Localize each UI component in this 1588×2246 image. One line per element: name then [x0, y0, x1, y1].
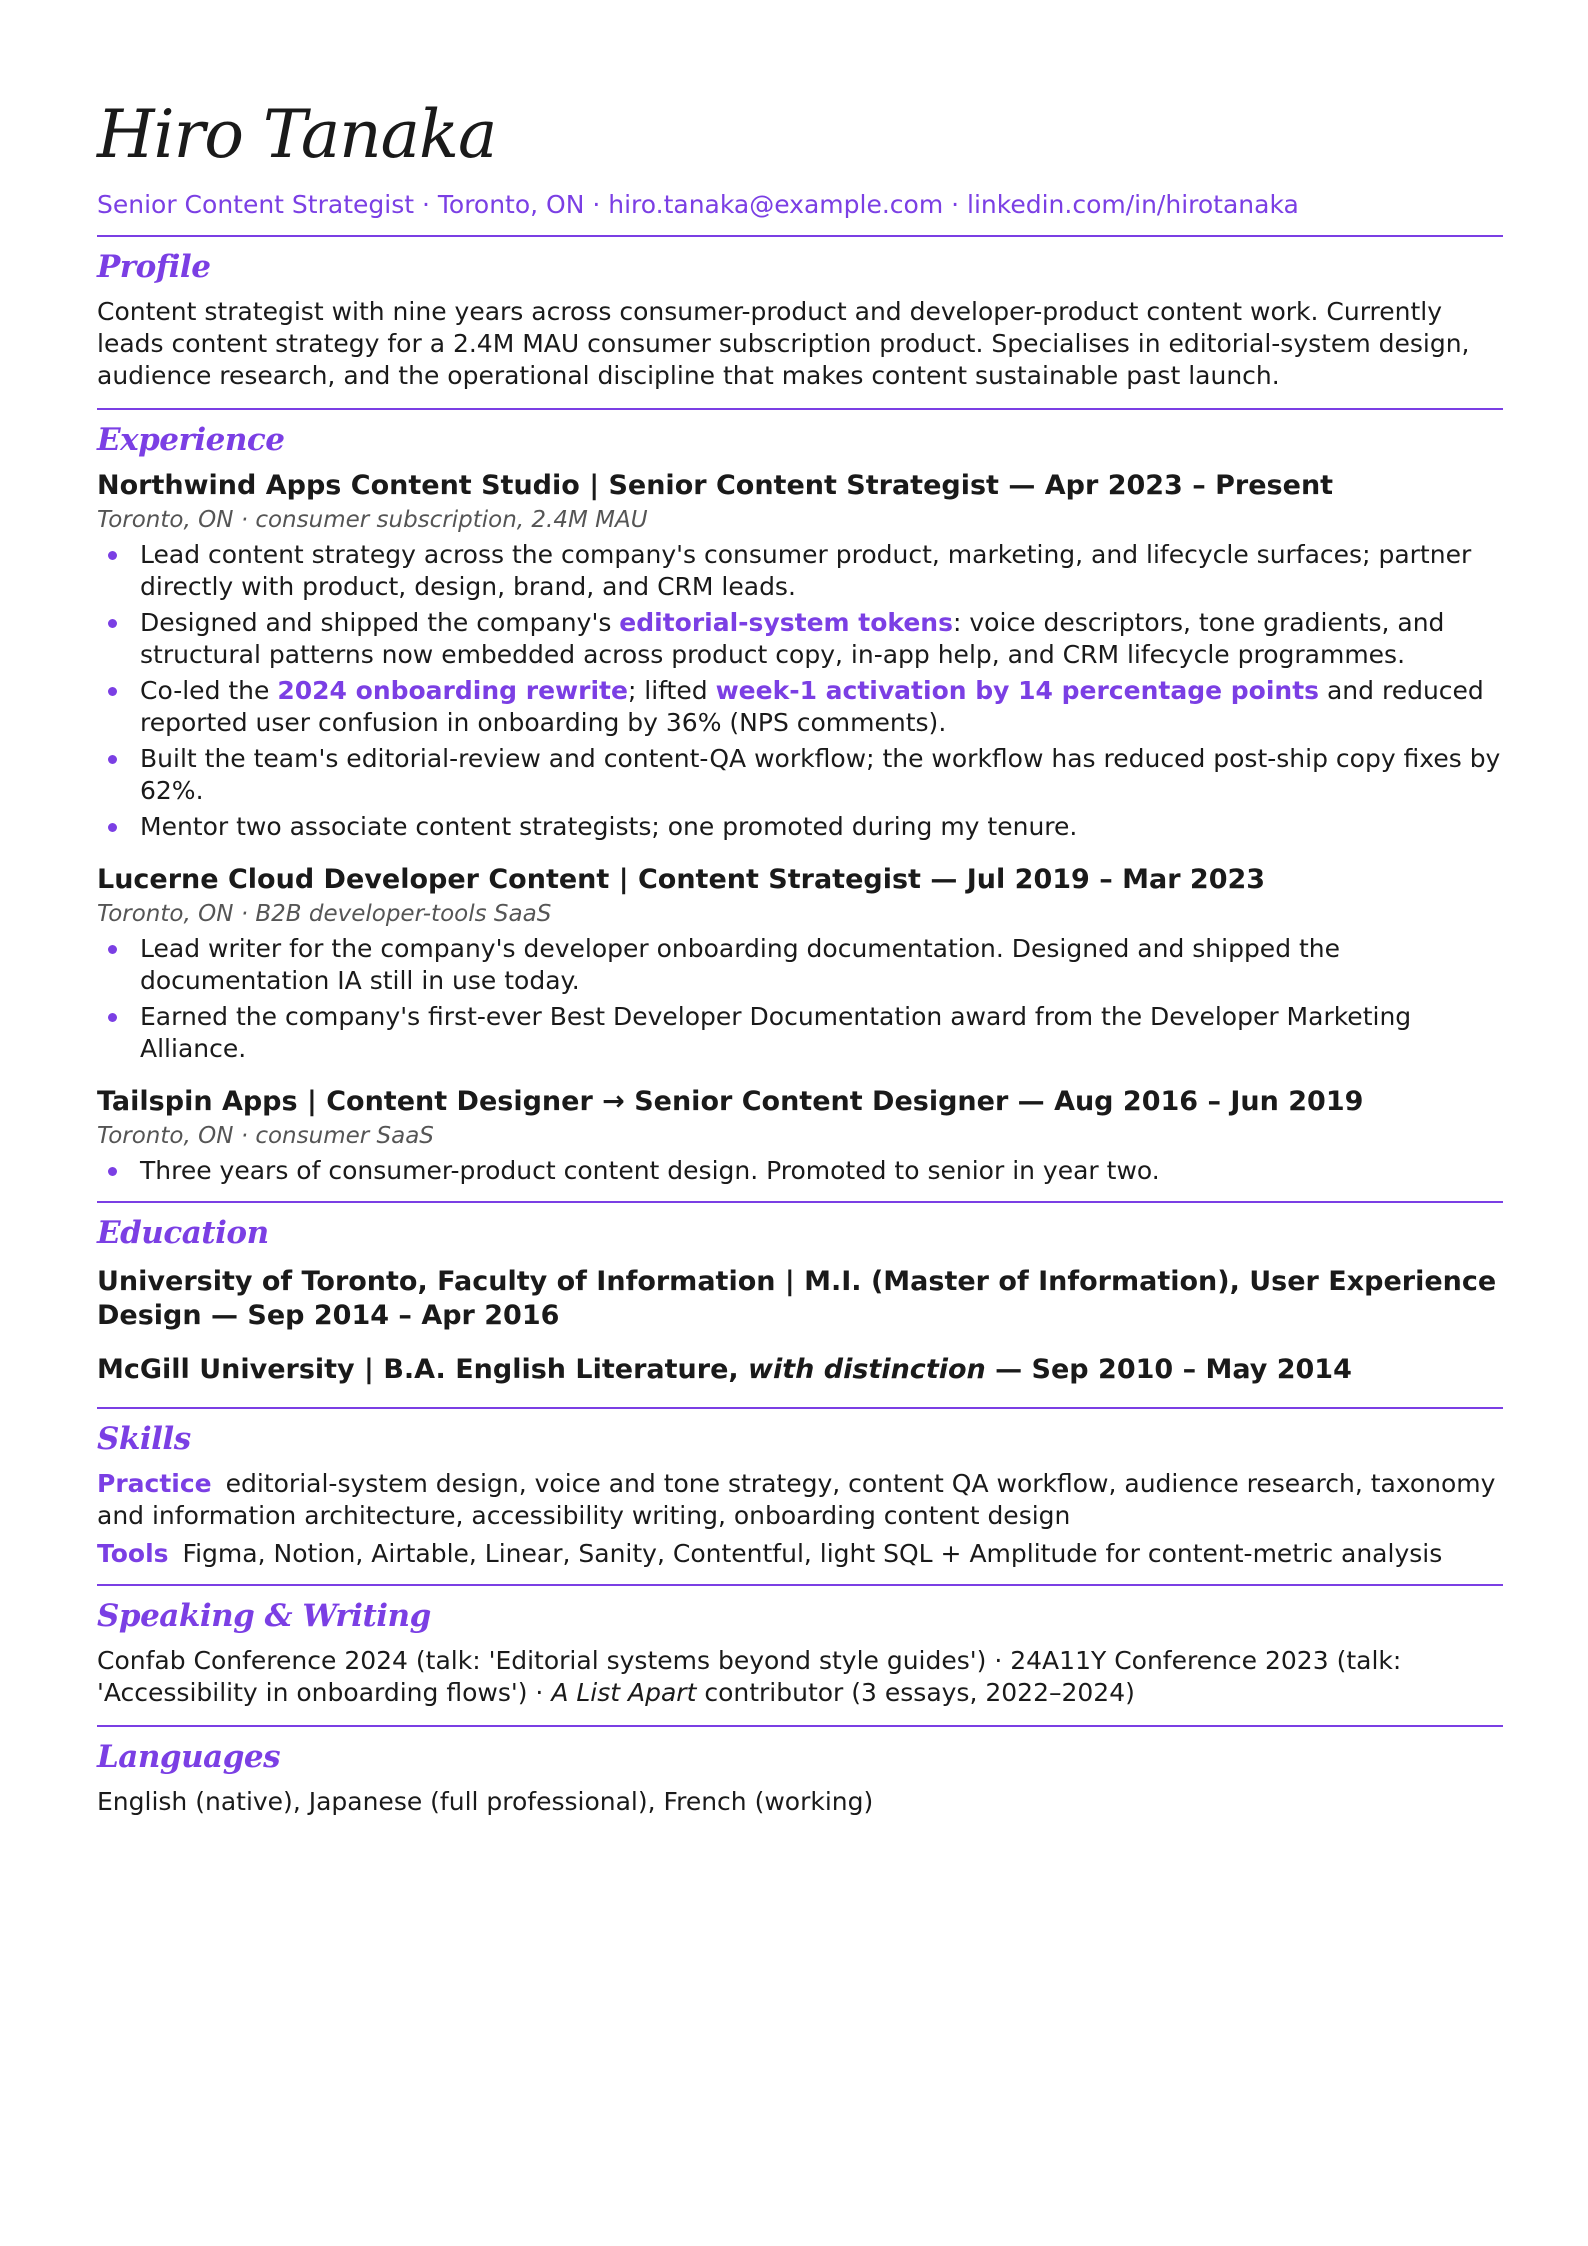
job-bullets: [97, 1155, 1503, 1187]
highlight-text: editorial-system tokens: [619, 608, 953, 638]
profile-section: [97, 249, 1503, 392]
bullet-text: Lead writer for the company's developer onboarding documentation. Designed and shipped the documentation IA still in use today.: [140, 934, 1341, 996]
bullet-item: [97, 1155, 1503, 1187]
bullet-dot-icon: [108, 1167, 117, 1176]
languages-text: English (native), Japanese (full professional), French (working): [97, 1787, 874, 1817]
bullet-text: Earned the company's first-ever Best Developer Documentation award from the Developer Marketing Alliance.: [140, 1002, 1412, 1064]
bullet-text: Co-led the: [140, 676, 278, 706]
job-meta: Toronto, ON · consumer subscription, 2.4M MAU: [97, 507, 648, 534]
divider: [97, 235, 1503, 237]
bullet-item: [97, 743, 1503, 807]
speaking-section: [97, 1598, 1503, 1709]
profile-text: Content strategist with nine years across consumer-product and developer-product content work. Currently leads content strategy for a 2.4M MAU consumer subscription product. Specialises in editorial-system design, audience research, and the operational discipline that makes content sustainable past launch.: [97, 297, 1470, 391]
education-section: [97, 1215, 1503, 1386]
job-title: Tailspin Apps | Content Designer → Senior Content Designer — Aug 2016 – Jun 2019: [97, 1086, 1364, 1118]
resume-page: [97, 0, 1503, 1834]
job-bullets: [97, 539, 1503, 843]
experience-section: [97, 422, 1503, 1187]
bullet-dot-icon: [108, 551, 117, 560]
contact-line: Senior Content Strategist · Toronto, ON · hiro.tanaka@example.com · linkedin.com/in/hirotanaka: [97, 190, 1299, 219]
education-entry: McGill University | B.A. English Literature, with distinction — Sep 2010 – May 2014: [97, 1353, 1352, 1385]
section-heading-experience: Experience: [97, 422, 285, 459]
skill-label: Practice: [97, 1468, 212, 1498]
bullet-text: Built the team's editorial-review and content-QA workflow; the workflow has reduced post-ship copy fixes by 62%.: [140, 744, 1501, 806]
highlight-text: 2024 onboarding rewrite: [277, 676, 628, 706]
bullet-dot-icon: [108, 823, 117, 832]
section-heading-education: Education: [97, 1215, 269, 1252]
job-meta: Toronto, ON · consumer SaaS: [97, 1123, 434, 1150]
job-title: Lucerne Cloud Developer Content | Content Strategist — Jul 2019 – Mar 2023: [97, 864, 1266, 896]
section-heading-profile: Profile: [97, 249, 211, 285]
divider: [97, 1584, 1503, 1586]
bullet-item: [97, 1001, 1503, 1065]
bullet-dot-icon: [108, 945, 117, 954]
skills-section: [97, 1421, 1503, 1570]
bullet-text: : voice descriptors, tone gradients, and structural patterns now embedded across product copy, in-app help, and CRM lifecycle programmes.: [140, 608, 1445, 670]
bullet-dot-icon: [108, 619, 117, 628]
skill-text: editorial-system design, voice and tone strategy, content QA workflow, audience research, taxonomy and information architecture, accessibility writing, onboarding content design: [97, 1468, 1496, 1530]
skill-row-tools: [97, 1538, 1503, 1570]
bullet-item: [97, 607, 1503, 671]
bullet-item: [97, 539, 1503, 603]
skill-label: Tools: [97, 1538, 169, 1568]
job-title: Northwind Apps Content Studio | Senior Content Strategist — Apr 2023 – Present: [97, 470, 1334, 502]
bullet-text: Designed and shipped the company's: [140, 608, 620, 638]
bullet-text: Lead content strategy across the company's consumer product, marketing, and lifecycle surfaces; partner directly with product, design, brand, and CRM leads.: [140, 540, 1472, 602]
skill-row-practice: [97, 1468, 1503, 1532]
section-heading-languages: Languages: [97, 1738, 281, 1775]
bullet-text: Three years of consumer-product content design. Promoted to senior in year two.: [140, 1156, 1160, 1186]
bullet-dot-icon: [108, 755, 117, 764]
bullet-item: [97, 811, 1503, 843]
bullet-text: and reduced reported user confusion in onboarding by 36% (NPS comments).: [140, 676, 1484, 738]
job-bullets: [97, 933, 1503, 1065]
divider: [97, 1201, 1503, 1203]
speaking-text: Confab Conference 2024 (talk: 'Editorial systems beyond style guides') · 24A11Y Conference 2023 (talk: 'Accessibility in onboarding flows') · A List Apart contributor (3 essays, 2022–2024): [97, 1645, 1402, 1707]
languages-section: [97, 1739, 1503, 1818]
divider: [97, 1725, 1503, 1727]
divider: [97, 408, 1503, 410]
bullet-dot-icon: [108, 687, 117, 696]
bullet-item: [97, 933, 1503, 997]
bullet-text: Mentor two associate content strategists; one promoted during my tenure.: [140, 812, 1078, 842]
section-heading-speaking: Speaking & Writing: [97, 1597, 431, 1634]
divider: [97, 1407, 1503, 1409]
job-meta: Toronto, ON · B2B developer-tools SaaS: [97, 901, 552, 928]
bullet-dot-icon: [108, 1013, 117, 1022]
highlight-text: week-1 activation by 14 percentage points: [715, 676, 1320, 706]
education-entry: University of Toronto, Faculty of Information | M.I. (Master of Information), User Experience Design — Sep 2014 – Apr 2016: [97, 1265, 1497, 1331]
job-list: [97, 469, 1503, 1187]
skill-text: Figma, Notion, Airtable, Linear, Sanity, Contentful, light SQL + Amplitude for content-metric analysis: [182, 1538, 1443, 1568]
section-heading-skills: Skills: [97, 1420, 191, 1457]
candidate-name: Hiro Tanaka: [97, 96, 497, 173]
bullet-text: ; lifted: [627, 676, 716, 706]
bullet-item: [97, 675, 1503, 739]
